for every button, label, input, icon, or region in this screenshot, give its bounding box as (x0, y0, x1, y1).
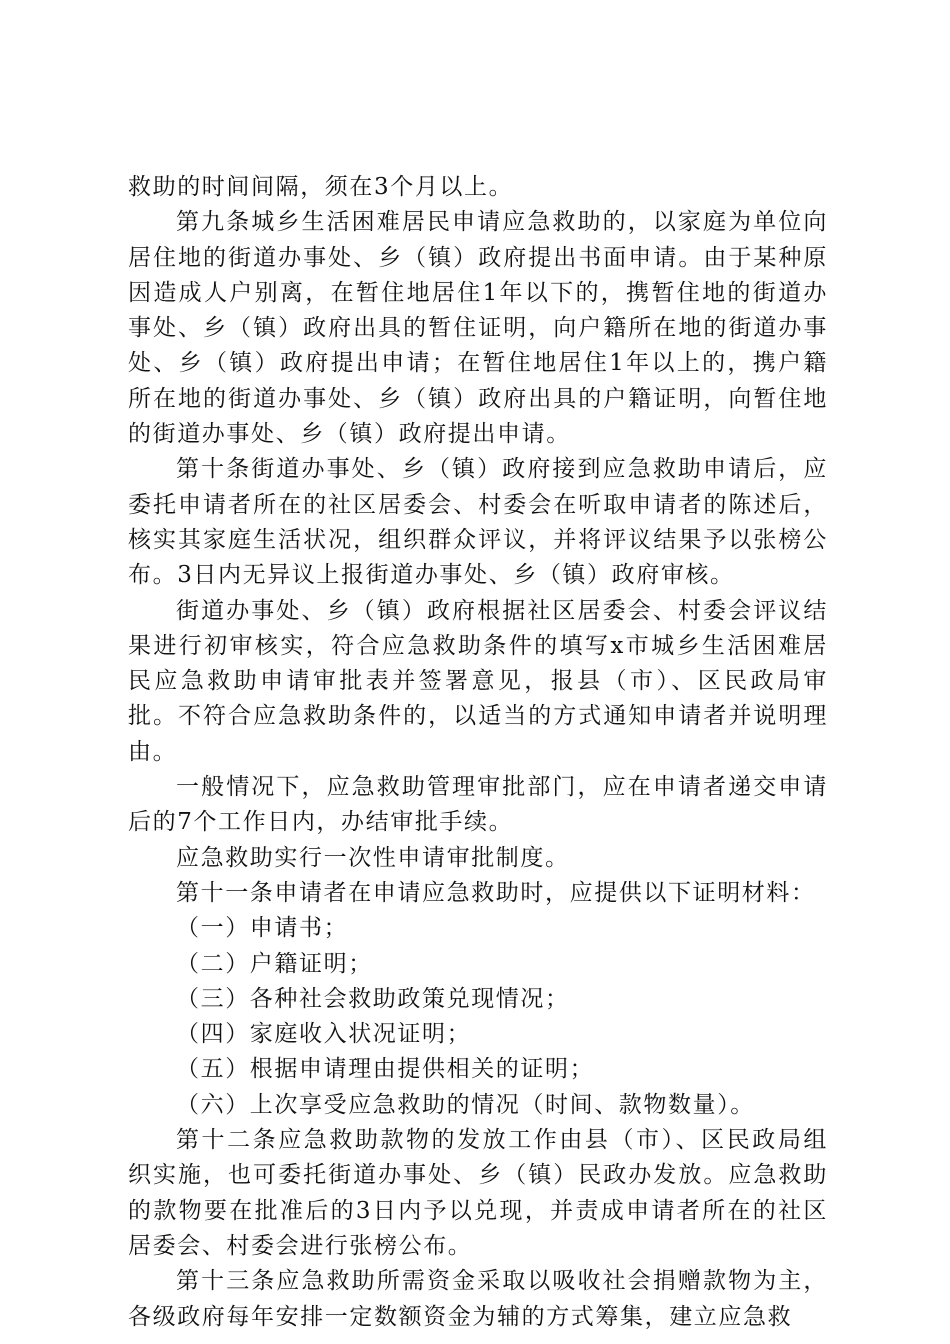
list-item: （一）申请书； (176, 915, 349, 942)
list-item: （六）上次享受应急救助的情况（时间、款物数量）。 (176, 1091, 755, 1118)
paragraph-article-10: 第十条街道办事处、乡（镇）政府接到应急救助申请后，应委托申请者所在的社区居委会、村委会在听取申请者的陈述后，核实其家庭生活状况，组织群众评议，并将评议结果予以张榜公布。3日内无异议上报街道办事处、乡（镇）政府审核。 (128, 456, 828, 589)
paragraph-article-9: 第九条城乡生活困难居民申请应急救助的，以家庭为单位向居住地的街道办事处、乡（镇）政府提出书面申请。由于某种原因造成人户别离，在暂住地居住1年以下的，携暂住地的街道办事处、乡（镇）政府出具的暂住证明，向户籍所在地的街道办事处、乡（镇）政府提出申请；在暂住地居住1年以上的，携户籍所在地的街道办事处、乡（镇）政府出具的户籍证明，向暂住地的街道办事处、乡（镇）政府提出申请。 (128, 209, 828, 448)
paragraph: 应急救助实行一次性申请审批制度。 (176, 844, 570, 871)
document-body (128, 170, 828, 1335)
list-item: （四）家庭收入状况证明； (176, 1021, 472, 1048)
paragraph-article-11: 第十一条申请者在申请应急救助时，应提供以下证明材料： (176, 879, 816, 906)
paragraph: 一般情况下，应急救助管理审批部门，应在申请者递交申请后的7个工作日内，办结审批手续。 (128, 774, 828, 836)
paragraph-article-13: 第十三条应急救助所需资金采取以吸收社会捐赠款物为主，各级政府每年安排一定数额资金为辅的方式筹集，建立应急救 (128, 1268, 828, 1330)
list-item: （二）户籍证明； (176, 950, 373, 977)
list-item: （三）各种社会救助政策兑现情况； (176, 985, 570, 1012)
list-item: （五）根据申请理由提供相关的证明； (176, 1056, 595, 1083)
paragraph-article-12: 第十二条应急救助款物的发放工作由县（市）、区民政局组织实施，也可委托街道办事处、乡（镇）民政办发放。应急救助的款物要在批准后的3日内予以兑现，并责成申请者所在的社区居委会、村委会进行张榜公布。 (128, 1127, 828, 1259)
paragraph: 救助的时间间隔，须在3个月以上。 (128, 174, 514, 200)
paragraph: 街道办事处、乡（镇）政府根据社区居委会、村委会评议结果进行初审核实，符合应急救助条件的填写x市城乡生活困难居民应急救助申请审批表并签署意见，报县（市）、区民政局审批。不符合应急救助条件的，以适当的方式通知申请者并说明理由。 (128, 597, 828, 765)
